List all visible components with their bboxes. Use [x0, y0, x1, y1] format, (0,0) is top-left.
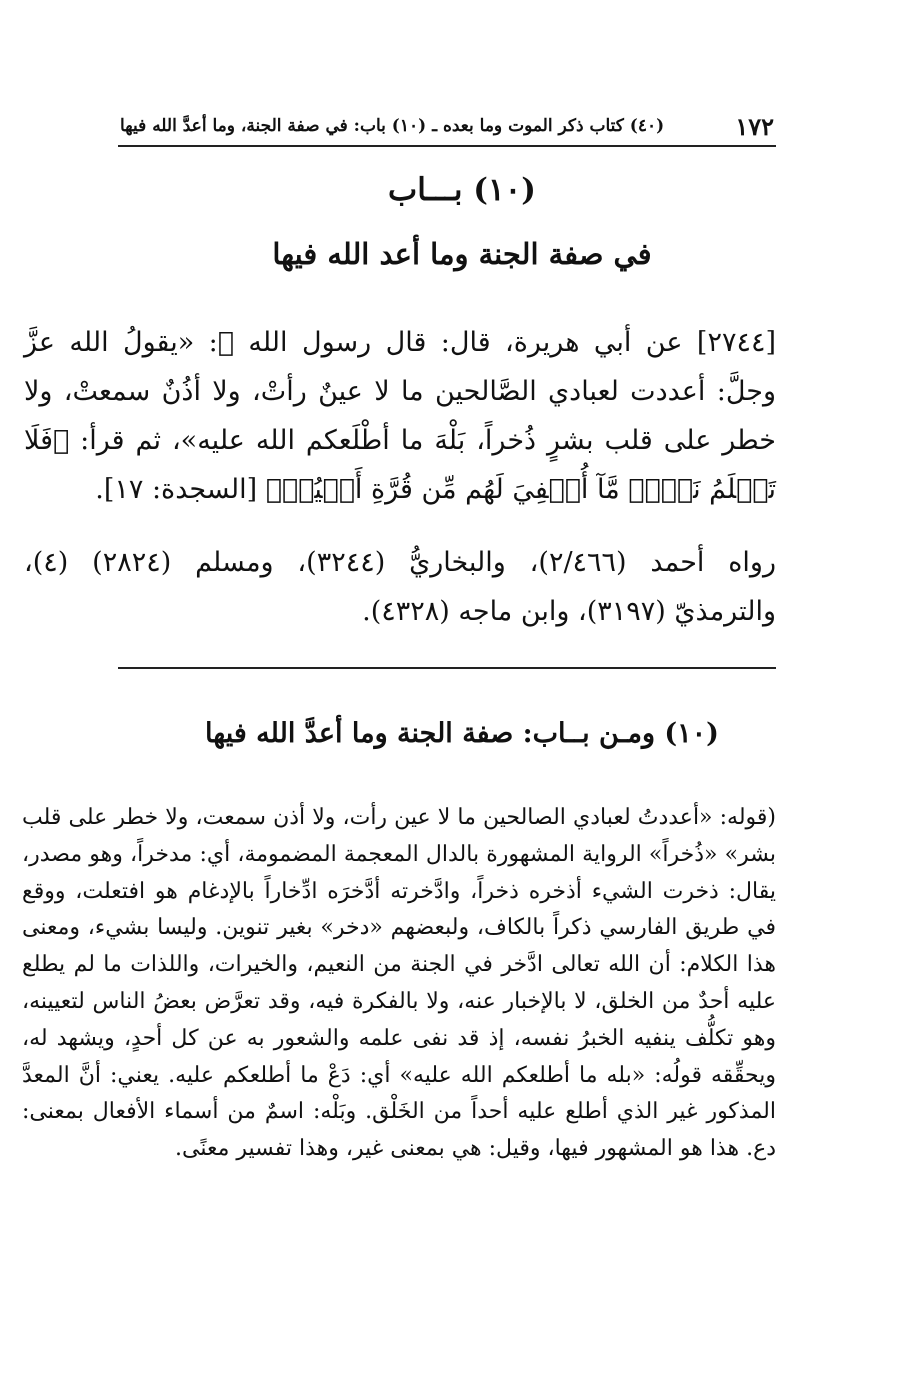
commentary-heading: (١٠) ومـن بــاب: صفة الجنة وما أعدَّ الله فيها: [205, 718, 719, 749]
section-divider: [118, 667, 776, 669]
running-header-title: (٤٠) كتاب ذكر الموت وما بعده ـ (١٠) باب: في صفة الجنة، وما أعدَّ الله فيها: [120, 116, 665, 136]
chapter-heading: (١٠) بـــاب: [388, 172, 536, 208]
commentary-text: (قوله: «أعددتُ لعبادي الصالحين ما لا عين رأت، ولا أذن سمعت، ولا خطر على قلب بشر» «ذُخراً» الرواية المشهورة بالدال المعجمة المضمومة، أي: مدخراً، وهو مصدر، يقال: ذخرت الشيء أذخره ذخراً، وادَّخرته أدَّخرَه ادِّخاراً بالإدغام هو افتعلت، ووقع في طريق الفارسي ذكراً بالكاف، ولبعضهم «دخر» بغير تنوين. وليسا بشيء، ومعنى هذا الكلام: أن الله تعالى ادَّخر في الجنة من النعيم، والخيرات، واللذات ما لم يطلع عليه أحدٌ من الخلق، لا بالإخبار عنه، ولا بالفكرة فيه، وقد تعرَّض بعضُ الناس لتعيينه، وهو تكلُّف ينفيه الخبرُ نفسه، إذ قد نفى علمه والشعور به عن كل أحدٍ، ويشهد له، ويحقِّقه قولُه: «بله ما أطلعكم الله عليه» أي: دَعْ ما أطلعكم عليه. يعني: أنَّ المعدَّ المذكور غير الذي أطلع عليه أحداً من الخَلْق. وبَلْه: اسمٌ من أسماء الأفعال بمعنى: دع. هذا هو المشهور فيها، وقيل: هي بمعنى غير، وهذا تفسير معنًى.: [22, 805, 776, 1162]
running-header: [120, 108, 774, 144]
hadith-sources: رواه أحمد (٢/٤٦٦)، والبخاريُّ (٣٢٤٤)، ومسلم (٢٨٢٤) (٤)، والترمذيّ (٣١٩٧)، وابن ماجه (٤٣٢٨).: [24, 547, 776, 627]
page-number: ١٧٢: [735, 111, 774, 141]
hadith-text: [٢٧٤٤] عن أبي هريرة، قال: قال رسول الله ﷺ: «يقولُ الله عزَّ وجلَّ: أعددت لعبادي الصَّالحين ما لا عينٌ رأتْ، ولا أذُنٌ سمعتْ، ولا خطر على قلب بشرٍ ذُخراً، بَلْهَ ما أطْلَعكم الله عليه»، ثم قرأ: ﴿فَلَا تَعۡلَمُ نَفۡسٞ مَّآ أُخۡفِيَ لَهُم مِّن قُرَّةِ أَعۡيُنٖ﴾ [السجدة: ١٧].: [24, 327, 776, 505]
chapter-subtitle: في صفة الجنة وما أعد الله فيها: [272, 237, 652, 271]
header-divider: [118, 145, 776, 147]
